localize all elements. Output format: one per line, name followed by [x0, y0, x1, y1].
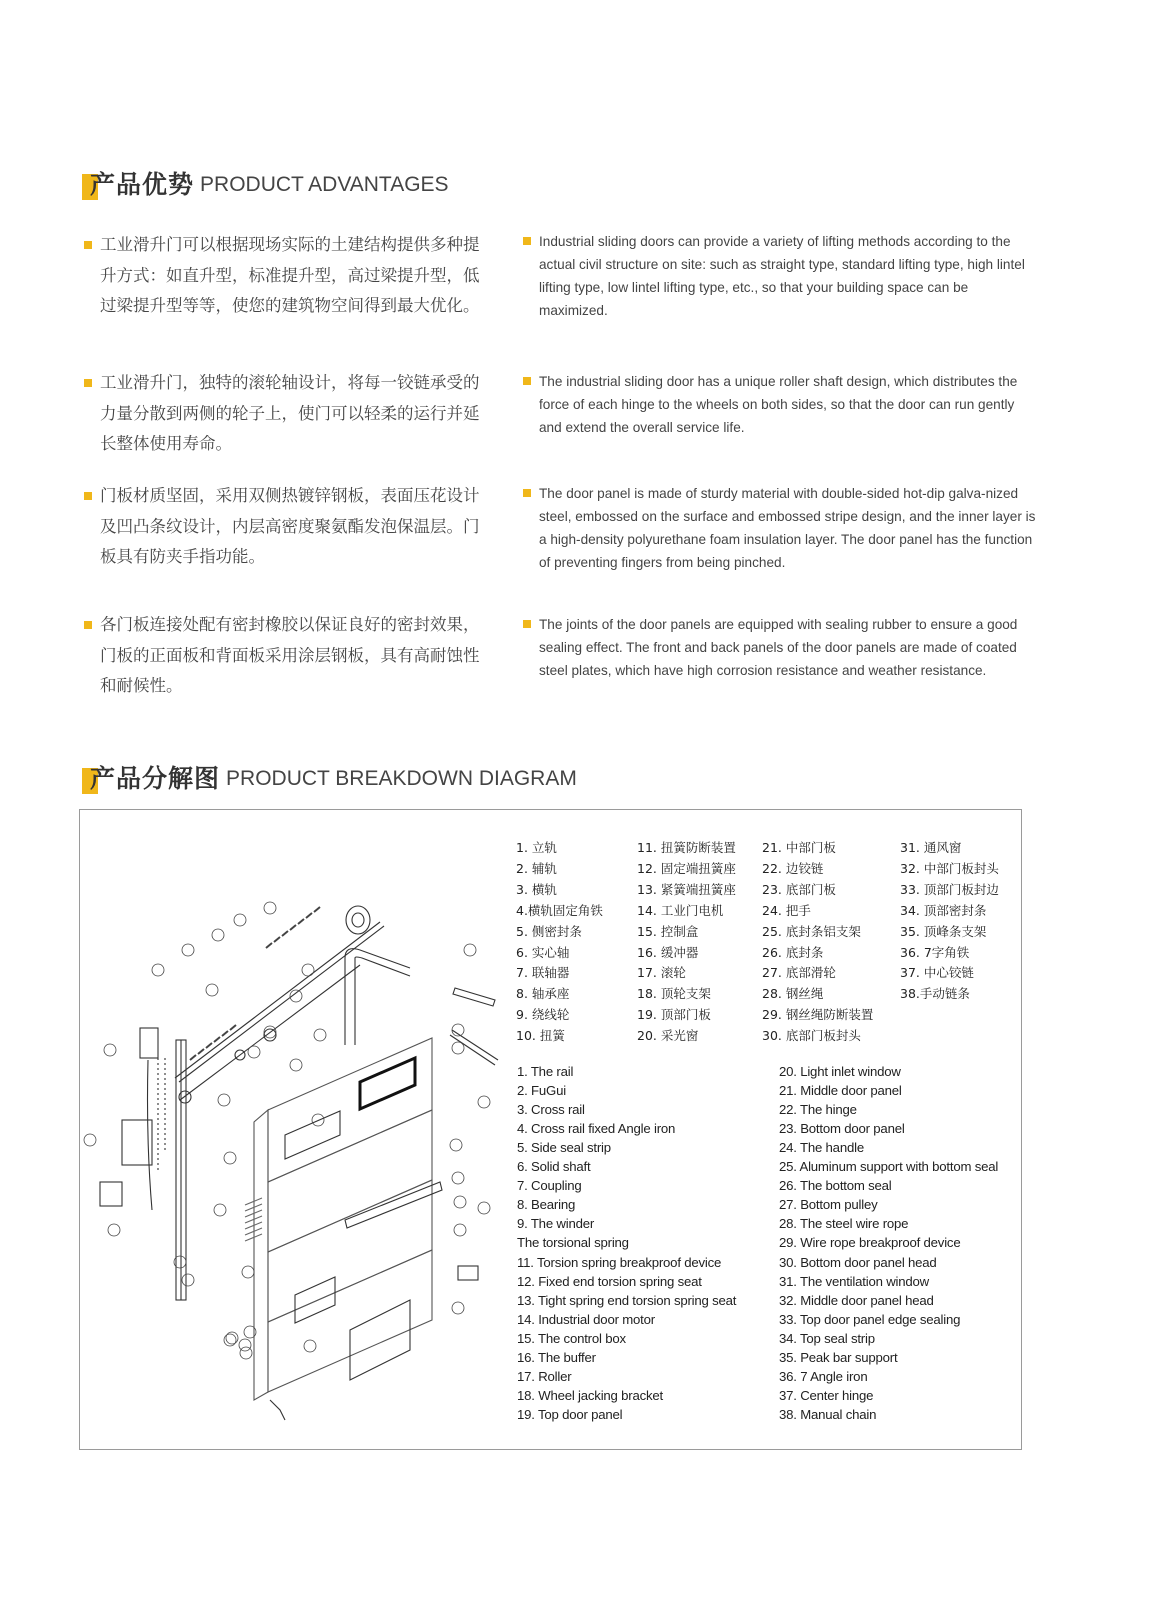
- part-item: 36. 7字角铁: [900, 944, 970, 960]
- part-item: 26. 底封条: [762, 944, 824, 960]
- title-en: PRODUCT BREAKDOWN DIAGRAM: [226, 767, 577, 790]
- part-item: 33. Top door panel edge sealing: [779, 1311, 961, 1327]
- part-item: 9. 绕线轮: [516, 1007, 570, 1023]
- part-item: 18. 顶轮支架: [637, 986, 711, 1002]
- section-title-breakdown: [82, 758, 577, 794]
- breakdown-diagram-box: [79, 809, 1022, 1450]
- part-item: 37. Center hinge: [779, 1387, 874, 1403]
- part-item: 20. Light inlet window: [779, 1064, 901, 1079]
- bullet-square: [523, 237, 531, 245]
- part-item: 36. 7 Angle iron: [779, 1368, 868, 1384]
- part-item: 15. The control box: [517, 1330, 626, 1346]
- part-item: 11. Torsion spring breakproof device: [517, 1254, 722, 1270]
- part-item: 3. 横轨: [516, 881, 557, 897]
- part-item: 13. 紧簧端扭簧座: [637, 881, 736, 897]
- part-item: 23. Bottom door panel: [779, 1121, 905, 1137]
- part-item: 18. Wheel jacking bracket: [517, 1387, 663, 1403]
- part-item: 5. 侧密封条: [516, 923, 582, 939]
- title-cn: 产品分解图: [90, 764, 221, 793]
- part-item: 14. Industrial door motor: [517, 1311, 655, 1327]
- parts-list-cn: [516, 838, 1006, 1048]
- part-item: 25. Aluminum support with bottom seal: [779, 1159, 999, 1175]
- part-item: 32. 中部门板封头: [900, 860, 999, 876]
- part-item: 17. Roller: [517, 1368, 572, 1384]
- part-item: 16. The buffer: [517, 1349, 596, 1365]
- part-item: 1. 立轨: [516, 840, 557, 855]
- part-item: 8. 轴承座: [516, 986, 570, 1002]
- bullet-square: [523, 377, 531, 385]
- part-item: 20. 采光窗: [637, 1028, 699, 1044]
- part-item: 33. 顶部门板封边: [900, 881, 999, 897]
- part-item: 19. 顶部门板: [637, 1007, 711, 1023]
- part-item: 30. 底部门板封头: [762, 1028, 861, 1044]
- part-item: 22. The hinge: [779, 1102, 857, 1118]
- part-item: 12. Fixed end torsion spring seat: [517, 1273, 702, 1289]
- part-item: 2. FuGui: [517, 1083, 566, 1099]
- part-item: 9. The winder: [517, 1216, 595, 1232]
- part-item: 26. The bottom seal: [779, 1178, 892, 1194]
- advantage-text: 工业滑升门可以根据现场实际的土建结构提供多种提升方式：如直升型，标准提升型，高过梁提升型，低过梁提升型等等，使您的建筑物空间得到最大优化。: [100, 235, 480, 315]
- part-item: 21. 中部门板: [762, 840, 836, 855]
- part-item: 13. Tight spring end torsion spring seat: [517, 1292, 737, 1308]
- advantage-text: 门板材质坚固，采用双侧热镀锌钢板，表面压花设计及凹凸条纹设计，内层高密度聚氨酯发泡保温层。门板具有防夹手指功能。: [100, 486, 480, 566]
- part-item: 29. 钢丝绳防断装置: [762, 1007, 874, 1023]
- part-item: 24. The handle: [779, 1140, 864, 1156]
- part-item: 30. Bottom door panel head: [779, 1254, 937, 1270]
- bullet-square: [523, 489, 531, 497]
- part-item: 6. Solid shaft: [517, 1159, 591, 1175]
- part-item: 24. 把手: [762, 902, 811, 918]
- parts-list-en: [517, 1064, 1017, 1434]
- part-item: 10. 扭簧: [516, 1028, 565, 1044]
- part-item: 28. 钢丝绳: [762, 986, 824, 1002]
- bullet-square: [84, 492, 92, 500]
- part-item: 34. 顶部密封条: [900, 902, 987, 918]
- advantage-text: The industrial sliding door has a unique roller shaft design, which distributes the force of each hinge to the wheels on both sides, so that the door can run gently and extend the overall service life.: [539, 374, 1018, 435]
- part-item: 8. Bearing: [517, 1197, 576, 1213]
- part-item: 7. Coupling: [517, 1178, 582, 1194]
- part-item: 35. 顶峰条支架: [900, 923, 987, 939]
- part-item: 21. Middle door panel: [779, 1083, 902, 1099]
- part-item: 5. Side seal strip: [517, 1140, 611, 1156]
- part-item: 31. The ventilation window: [779, 1273, 929, 1289]
- part-item: 15. 控制盒: [637, 923, 699, 939]
- part-item: 34. Top seal strip: [779, 1330, 875, 1346]
- part-item: 27. 底部滑轮: [762, 965, 836, 981]
- part-item: 16. 缓冲器: [637, 944, 699, 960]
- part-item: 7. 联轴器: [516, 965, 570, 981]
- title-en: PRODUCT ADVANTAGES: [200, 173, 449, 196]
- part-item: 29. Wire rope breakproof device: [779, 1235, 961, 1251]
- advantage-text: 工业滑升门，独特的滚轮轴设计，将每一铰链承受的力量分散到两侧的轮子上，使门可以轻柔的运行并延长整体使用寿命。: [100, 373, 480, 453]
- part-item: 19. Top door panel: [517, 1406, 623, 1422]
- part-item: The torsional spring: [517, 1235, 629, 1251]
- bullet-square: [84, 241, 92, 249]
- part-item: 12. 固定端扭簧座: [637, 860, 736, 876]
- part-item: 38. Manual chain: [779, 1406, 877, 1422]
- part-item: 37. 中心铰链: [900, 965, 974, 981]
- part-item: 17. 滚轮: [637, 965, 686, 981]
- title-cn: 产品优势: [90, 170, 195, 199]
- part-item: 6. 实心轴: [516, 944, 570, 960]
- part-item: 23. 底部门板: [762, 881, 836, 897]
- part-item: 28. The steel wire rope: [779, 1216, 909, 1232]
- part-item: 11. 扭簧防断装置: [637, 840, 736, 855]
- part-item: 3. Cross rail: [517, 1102, 585, 1118]
- advantage-text: Industrial sliding doors can provide a variety of lifting methods according to the actual civil structure on site: such as straight type, standard lifting type, high lintel lifting type, low lintel lifting type, etc., so that your building space can be maximized.: [539, 234, 1025, 318]
- part-item: 4. Cross rail fixed Angle iron: [517, 1121, 676, 1137]
- section-title-advantages: [82, 164, 449, 200]
- part-item: 25. 底封条铝支架: [762, 923, 861, 939]
- part-item: 14. 工业门电机: [637, 902, 724, 918]
- bullet-square: [84, 379, 92, 387]
- advantage-text: 各门板连接处配有密封橡胶以保证良好的密封效果，门板的正面板和背面板采用涂层钢板，具有高耐蚀性和耐候性。: [100, 615, 480, 695]
- part-item: 22. 边铰链: [762, 860, 824, 876]
- part-item: 2. 辅轨: [516, 860, 557, 876]
- part-item: 1. The rail: [517, 1064, 574, 1079]
- part-item: 4.横轨固定角铁: [516, 902, 603, 918]
- bullet-square: [523, 620, 531, 628]
- part-item: 32. Middle door panel head: [779, 1292, 934, 1308]
- bullet-square: [84, 621, 92, 629]
- part-item: 31. 通风窗: [900, 840, 962, 855]
- part-item: 38.手动链条: [900, 986, 970, 1002]
- advantage-text: The joints of the door panels are equipped with sealing rubber to ensure a good sealing effect. The front and back panels of the door panels are made of coated steel plates, which have high corrosion resistance and weather resistance.: [539, 617, 1018, 678]
- part-item: 27. Bottom pulley: [779, 1197, 878, 1213]
- part-item: 35. Peak bar support: [779, 1349, 898, 1365]
- advantage-text: The door panel is made of sturdy material with double-sided hot-dip galva-nized steel, embossed on the surface and embossed stripe design, and the inner layer is a high-density polyurethane foam insulation layer. The door panel has the function of preventing fingers from being pinched.: [539, 486, 1036, 570]
